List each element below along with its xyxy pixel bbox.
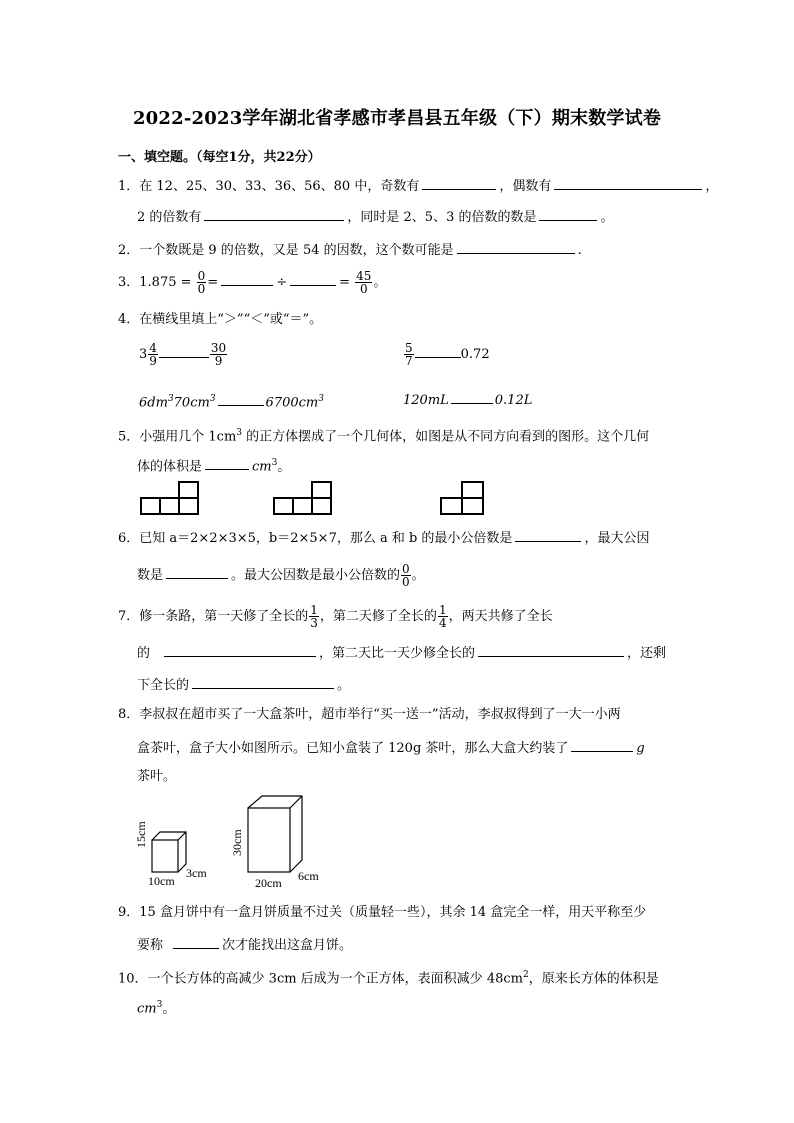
question-10-cont: $cm^3$。	[137, 1000, 176, 1017]
page-title: 2022-2023学年湖北省孝感市孝昌县五年级（下）期末数学试卷	[132, 108, 662, 129]
question-5: 5．小强用几个 $1cm^3$ 的正方体摆成了一个几何体，如图是从不同方向看到的图形。这个几何	[118, 428, 650, 445]
question-3: 3．1.875 = $\frac{0}{0}$ = ÷ = $\frac{45}{0}$ 。	[118, 269, 387, 296]
compare-item-3: $6dm^370cm^3$ $6700cm^3$	[139, 394, 324, 411]
answer-blank[interactable]	[218, 392, 264, 406]
answer-blank[interactable]	[539, 207, 597, 221]
question-7: 7．修一条路，第一天修了全长的 $\frac{1}{3}$ ，第二天修了全长的 $\frac{1}{4}$ ，两天共修了全长	[118, 603, 553, 630]
compare-item-2: $\frac{5}{7}$ 0.72	[405, 341, 490, 368]
question-7-cont: 的 ，第二天比一天少修全长的 ，还剩	[137, 643, 666, 663]
question-2: 2．一个数既是 9 的倍数，又是 54 的因数，这个数可能是 .	[118, 240, 582, 260]
answer-blank[interactable]	[164, 643, 316, 657]
large-box-width: 20cm	[255, 876, 282, 890]
section-heading: 一、填空题。（每空1分，共22分）	[118, 150, 321, 165]
small-box-height: 15cm	[134, 821, 148, 848]
answer-blank[interactable]	[192, 675, 334, 689]
question-8: 8．李叔叔在超市买了一大盒茶叶，超市举行“买一送一”活动，李叔叔得到了一大一小两	[118, 707, 621, 722]
answer-blank[interactable]	[159, 344, 209, 358]
large-box-diagram	[246, 794, 306, 874]
view-diagram-2	[274, 482, 334, 516]
answer-blank[interactable]	[173, 935, 219, 949]
question-5-cont: 体的体积是 $cm^3$。	[137, 458, 291, 475]
compare-item-4: 120mL 0.12L	[403, 390, 532, 410]
question-8-cont: 盒茶叶，盒子大小如图所示。已知小盒装了 120g 茶叶，那么大盒大约装了 g	[137, 738, 645, 758]
answer-blank[interactable]	[290, 272, 336, 286]
view-diagram-3	[441, 482, 485, 516]
small-box-width: 10cm	[148, 874, 175, 888]
fraction: $\frac{45}{0}$	[356, 269, 372, 296]
answer-blank[interactable]	[451, 390, 493, 404]
answer-blank[interactable]	[571, 738, 633, 752]
question-7-cont2: 下全长的 。	[137, 675, 350, 695]
answer-blank[interactable]	[457, 240, 575, 254]
answer-blank[interactable]	[478, 643, 624, 657]
question-8-cont2: 茶叶。	[137, 769, 177, 784]
small-box-depth: 3cm	[186, 866, 207, 880]
question-9: 9．15 盒月饼中有一盒月饼质量不过关（质量轻一些），其余 14 盒完全一样，用天平称至少	[118, 905, 647, 920]
question-6-cont: 数是 。最大公因数是最小公倍数的 $\frac{0}{0}$ 。	[137, 562, 425, 589]
view-diagram-1	[141, 482, 201, 516]
large-box-height: 30cm	[230, 829, 244, 856]
fraction: $\frac{0}{0}$	[197, 269, 206, 296]
small-box-diagram	[150, 830, 190, 874]
compare-item-1: 3 $\frac{4}{9}$ $\frac{30}{9}$	[139, 341, 227, 368]
answer-blank[interactable]	[415, 344, 461, 358]
question-1-cont: 2 的倍数有 ，同时是 2、5、3 的倍数的数是 。	[137, 207, 614, 227]
question-10: 10．一个长方体的高减少 3cm 后成为一个正方体，表面积减少 $48cm^2$，原来长方体的体积是	[118, 970, 659, 987]
answer-blank[interactable]	[554, 176, 702, 190]
answer-blank[interactable]	[205, 456, 249, 470]
large-box-depth: 6cm	[298, 869, 319, 883]
question-4: 4．在横线里填上“＞”“＜”或“＝”。	[118, 312, 323, 327]
answer-blank[interactable]	[515, 528, 581, 542]
answer-blank[interactable]	[422, 176, 496, 190]
answer-blank[interactable]	[221, 272, 273, 286]
question-9-cont: 要称 次才能找出这盒月饼。	[137, 935, 352, 955]
question-6: 6．已知 a＝2×2×3×5，b＝2×5×7，那么 a 和 b 的最小公倍数是 ，最大公因	[118, 528, 649, 548]
answer-blank[interactable]	[166, 565, 228, 579]
answer-blank[interactable]	[204, 207, 344, 221]
question-1: 1．在 12、25、30、33、36、56、80 中，奇数有 ，偶数有 ，	[118, 176, 718, 196]
